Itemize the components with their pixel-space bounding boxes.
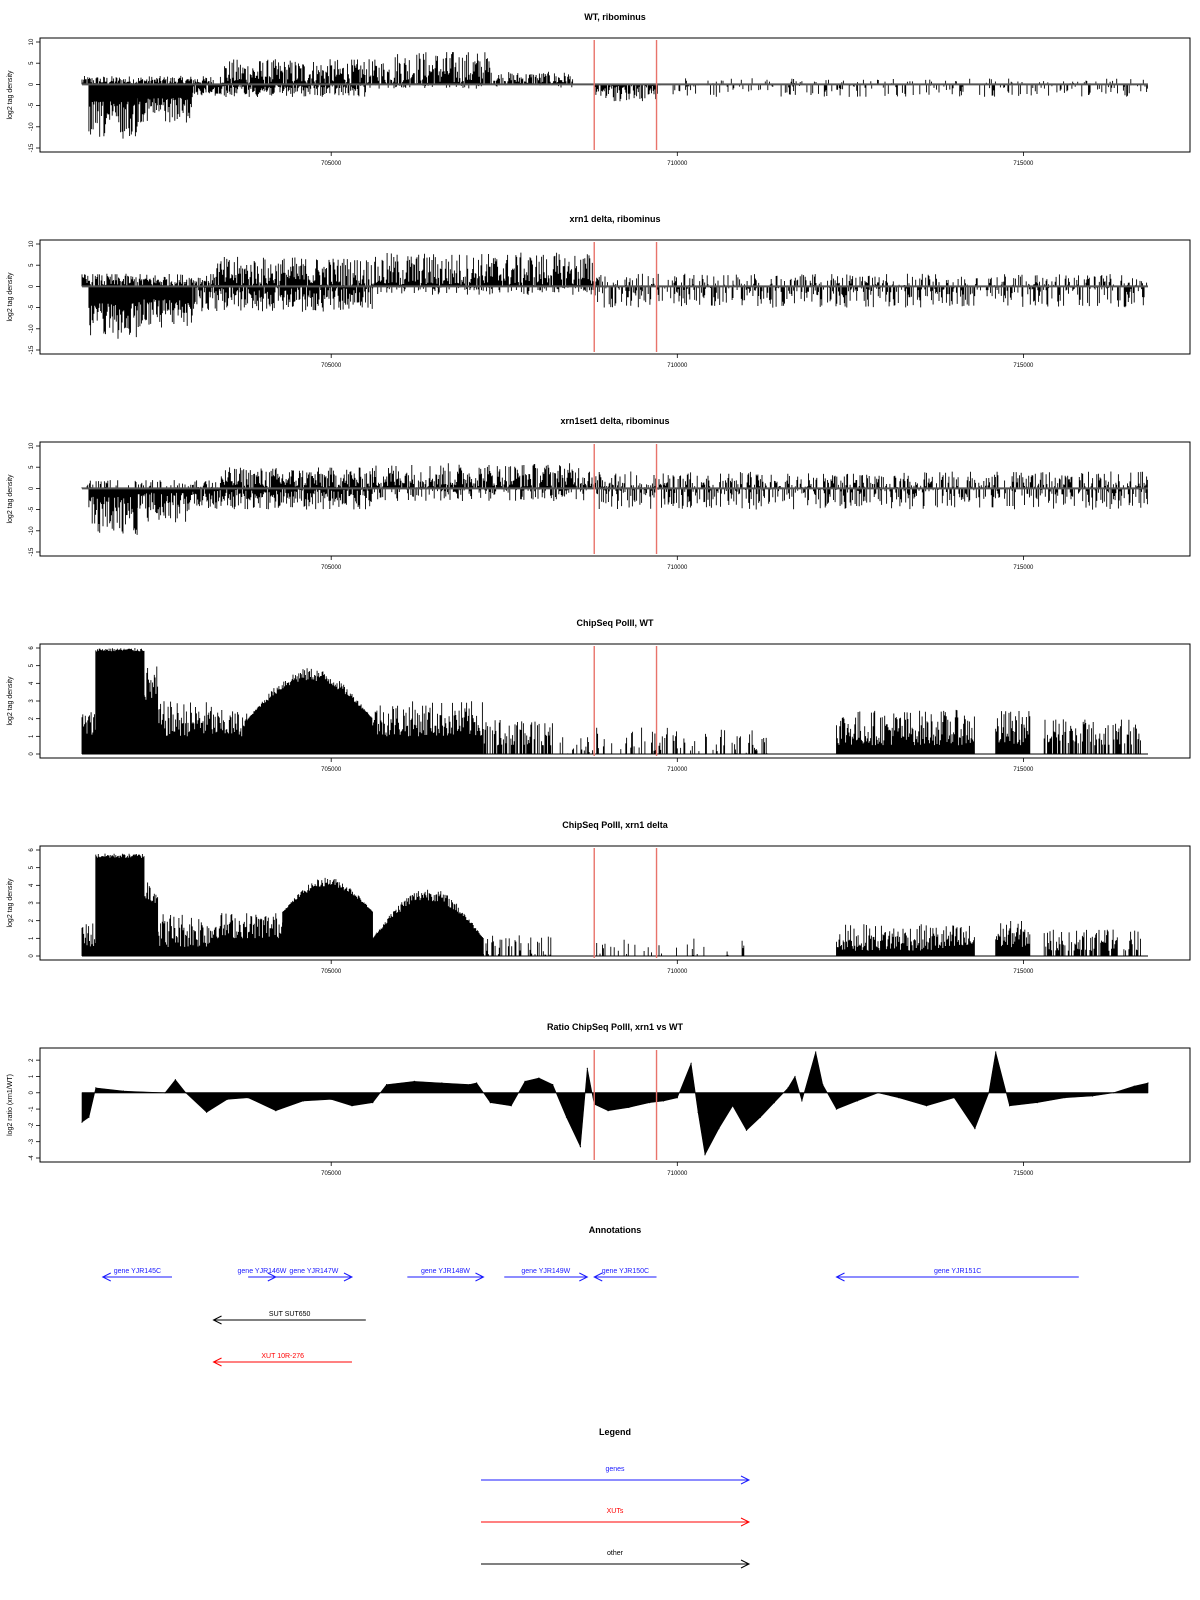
y-tick-label: 1	[29, 1074, 35, 1079]
ratio-point	[1009, 1105, 1010, 1106]
x-tick-label: 705000	[321, 767, 342, 773]
ratio-point	[732, 1105, 733, 1106]
x-tick-label: 705000	[321, 565, 342, 571]
ratio-point	[760, 1117, 761, 1118]
ratio-point	[414, 1081, 415, 1082]
ratio-point	[511, 1105, 512, 1106]
panel-title: ChipSeq PolII, WT	[576, 618, 654, 628]
panel-title: xrn1 delta, ribominus	[569, 214, 661, 224]
ratio-point	[441, 1082, 442, 1083]
ratio-point	[386, 1084, 387, 1085]
ratio-point	[1134, 1086, 1135, 1087]
x-tick-label: 715000	[1013, 565, 1034, 571]
ratio-point	[538, 1078, 539, 1079]
y-tick-label: 5	[29, 663, 35, 668]
x-tick-label: 710000	[667, 969, 688, 975]
series-bars	[81, 1051, 1148, 1155]
y-tick-label: 6	[29, 848, 35, 852]
ratio-point	[1147, 1082, 1148, 1083]
legend-panel	[481, 1427, 749, 1568]
ratio-point	[227, 1099, 228, 1100]
ratio-point	[331, 1099, 332, 1100]
y-tick-label: 0	[29, 752, 35, 756]
annotations-title: Annotations	[588, 1225, 642, 1235]
panel-title: ChipSeq PolII, xrn1 delta	[562, 820, 668, 830]
ratio-point	[248, 1097, 249, 1098]
ratio-point	[898, 1097, 899, 1098]
y-tick-label: 0	[29, 82, 35, 87]
ratio-point	[524, 1081, 525, 1082]
ratio-point	[566, 1117, 567, 1118]
y-tick-label: 1	[29, 936, 35, 941]
legend-arrow	[481, 1518, 749, 1526]
panel-4	[7, 820, 1190, 975]
x-tick-label: 710000	[667, 1171, 688, 1177]
ratio-point	[552, 1084, 553, 1085]
ratio-point	[608, 1110, 609, 1111]
y-tick-label: 1	[29, 734, 35, 739]
series-bars	[82, 463, 1148, 535]
y-tick-label: -10	[29, 526, 35, 536]
x-tick-label: 710000	[667, 767, 688, 773]
panel-title: xrn1set1 delta, ribominus	[560, 416, 670, 426]
ratio-point	[88, 1117, 89, 1118]
ratio-point	[718, 1128, 719, 1129]
y-tick-label: 5	[29, 865, 35, 870]
ratio-point	[587, 1068, 588, 1069]
legend-arrow	[481, 1560, 749, 1568]
annotation-label: gene YJR145C	[113, 1268, 162, 1275]
density-bars	[82, 648, 1141, 754]
y-tick-label: -15	[29, 143, 35, 153]
y-tick-label: 10	[29, 240, 35, 248]
panel-2	[7, 416, 1190, 571]
y-tick-label: 6	[29, 646, 35, 650]
density-bars	[82, 854, 1141, 956]
ratio-area	[82, 1052, 1148, 1155]
y-tick-label: 2	[29, 716, 35, 721]
density-bars	[82, 52, 1147, 139]
ratio-point	[372, 1102, 373, 1103]
x-tick-label: 715000	[1013, 363, 1034, 369]
y-tick-label: 2	[29, 918, 35, 923]
y-tick-label: 0	[29, 1091, 35, 1095]
density-bars	[82, 253, 1147, 339]
annotation-label: SUT SUT650	[268, 1311, 311, 1318]
panel-1	[7, 214, 1190, 369]
x-tick-label: 705000	[321, 969, 342, 975]
annotation-label: gene YJR149W	[521, 1268, 571, 1275]
series-bars	[82, 253, 1148, 339]
ratio-point	[995, 1051, 996, 1052]
panel-title: WT, ribominus	[584, 12, 646, 22]
x-tick-label: 715000	[1013, 1171, 1034, 1177]
y-tick-label: 4	[29, 681, 35, 686]
y-tick-label: -3	[29, 1139, 35, 1145]
ratio-point	[275, 1110, 276, 1111]
x-tick-label: 705000	[321, 363, 342, 369]
panel-title: Ratio ChipSeq PolII, xrn1 vs WT	[546, 1022, 684, 1032]
y-tick-label: 3	[29, 901, 35, 905]
y-tick-label: 0	[29, 954, 35, 958]
ratio-point	[476, 1082, 477, 1083]
ratio-point	[628, 1107, 629, 1108]
annotation-label: gene YJR148W	[420, 1268, 470, 1275]
y-tick-label: 5	[29, 263, 35, 267]
y-tick-label: 5	[29, 465, 35, 469]
legend-label: XUTs	[606, 1508, 624, 1515]
y-tick-label: -5	[29, 102, 35, 109]
y-axis-label: log2 tag density	[7, 676, 14, 726]
ratio-point	[974, 1128, 975, 1129]
y-tick-label: -5	[29, 304, 35, 311]
ratio-point	[926, 1105, 927, 1106]
ratio-point	[81, 1122, 82, 1123]
annotation-label: gene YJR147W	[289, 1268, 339, 1275]
y-tick-label: -4	[29, 1155, 35, 1161]
series-bars	[82, 854, 1148, 956]
x-tick-label: 710000	[667, 565, 688, 571]
ratio-point	[351, 1105, 352, 1106]
x-tick-label: 710000	[667, 363, 688, 369]
ratio-point	[175, 1079, 176, 1080]
ratio-point	[746, 1130, 747, 1131]
ratio-point	[788, 1087, 789, 1088]
y-tick-label: -5	[29, 506, 35, 513]
annotation-label: gene YJR151C	[933, 1268, 982, 1275]
ratio-point	[1037, 1102, 1038, 1103]
panel-5	[7, 1022, 1190, 1177]
series-bars	[82, 648, 1148, 754]
ratio-point	[469, 1084, 470, 1085]
legend-label: genes	[605, 1466, 625, 1473]
y-axis-label: log2 tag density	[7, 70, 14, 120]
annotations-panel	[103, 1225, 1079, 1366]
ratio-point	[123, 1091, 124, 1092]
y-axis-label: log2 tag density	[7, 878, 14, 928]
ratio-point	[303, 1100, 304, 1101]
y-axis-label: log2 ratio (xrn1/WT)	[7, 1074, 14, 1136]
y-tick-label: -2	[29, 1122, 35, 1129]
density-bars	[82, 463, 1147, 535]
ratio-point	[774, 1102, 775, 1103]
ratio-point	[206, 1112, 207, 1113]
ratio-point	[691, 1063, 692, 1064]
y-tick-label: 10	[29, 38, 35, 46]
panel-0	[7, 12, 1190, 167]
x-tick-label: 715000	[1013, 767, 1034, 773]
y-tick-label: -15	[29, 547, 35, 557]
ratio-point	[490, 1102, 491, 1103]
y-tick-label: 0	[29, 486, 35, 491]
legend-arrow	[481, 1476, 749, 1484]
legend-label: other	[607, 1550, 623, 1557]
ratio-point	[815, 1051, 816, 1052]
y-tick-label: 0	[29, 284, 35, 289]
legend-title: Legend	[598, 1427, 632, 1437]
y-tick-label: 2	[29, 1058, 35, 1062]
y-tick-label: 4	[29, 883, 35, 888]
ratio-point	[698, 1112, 699, 1113]
ratio-point	[649, 1102, 650, 1103]
annotation-label: gene YJR146W	[237, 1268, 287, 1275]
ratio-point	[95, 1087, 96, 1088]
ratio-point	[580, 1146, 581, 1147]
y-axis-label: log2 tag density	[7, 474, 14, 524]
ratio-point	[1092, 1095, 1093, 1096]
x-tick-label: 715000	[1013, 969, 1034, 975]
ratio-point	[822, 1084, 823, 1085]
ratio-point	[663, 1100, 664, 1101]
x-tick-label: 705000	[321, 161, 342, 167]
annotation-label: gene YJR150C	[601, 1268, 650, 1275]
x-tick-label: 705000	[321, 1171, 342, 1177]
x-tick-label: 715000	[1013, 161, 1034, 167]
x-tick-label: 710000	[667, 161, 688, 167]
y-tick-label: 3	[29, 699, 35, 703]
ratio-point	[801, 1100, 802, 1101]
y-tick-label: -10	[29, 324, 35, 334]
y-tick-label: 5	[29, 61, 35, 65]
ratio-point	[857, 1100, 858, 1101]
plot-frame	[40, 38, 1190, 152]
y-tick-label: -10	[29, 122, 35, 132]
ratio-point	[836, 1109, 837, 1110]
y-tick-label: -1	[29, 1106, 35, 1112]
annotation-label: XUT 10R-276	[261, 1353, 305, 1360]
y-tick-label: 10	[29, 442, 35, 450]
panel-3	[7, 618, 1190, 773]
ratio-point	[794, 1076, 795, 1077]
ratio-point	[954, 1097, 955, 1098]
y-axis-label: log2 tag density	[7, 272, 14, 322]
y-tick-label: -15	[29, 345, 35, 355]
ratio-point	[677, 1097, 678, 1098]
series-bars	[82, 52, 1148, 139]
ratio-point	[1064, 1097, 1065, 1098]
ratio-point	[704, 1154, 705, 1155]
